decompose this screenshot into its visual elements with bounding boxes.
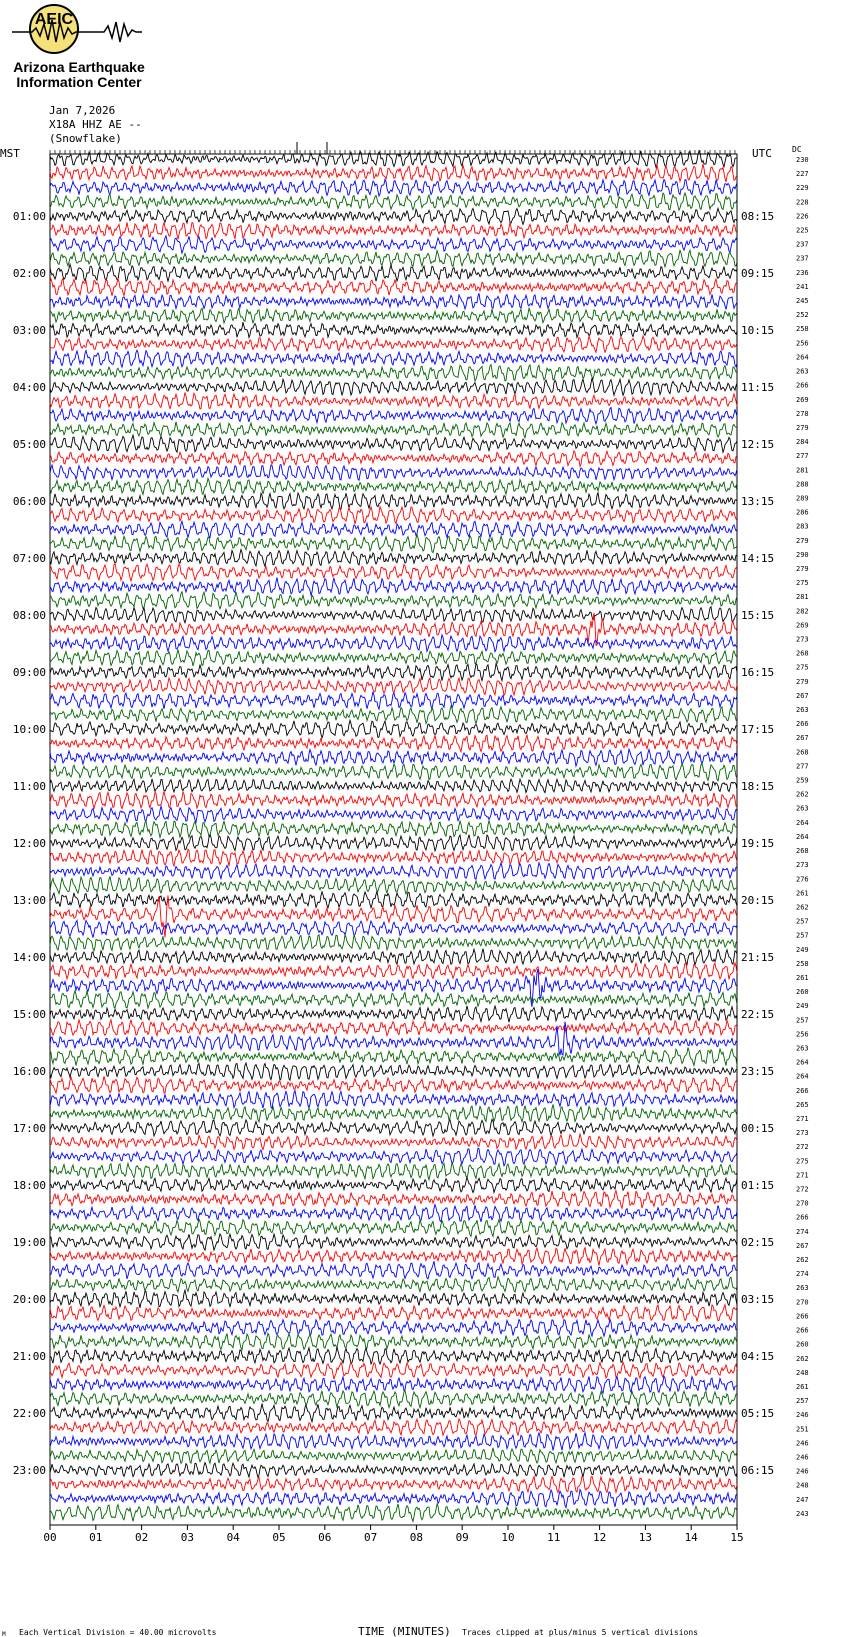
dc-offset-label: 279	[796, 677, 809, 686]
trace-row-48	[50, 835, 737, 851]
utc-hour-label: 14:15	[741, 552, 775, 565]
x-tick-label: 04	[226, 1531, 240, 1544]
dc-offset-label: 277	[796, 762, 809, 771]
trace-row-91	[50, 1448, 737, 1464]
mst-hour-label: 17:00	[12, 1122, 46, 1135]
trace-row-57	[50, 963, 737, 980]
trace-row-7	[50, 250, 737, 267]
trace-row-35	[50, 650, 737, 666]
dc-offset-label: 256	[796, 339, 809, 348]
x-axis-title: TIME (MINUTES)	[358, 1625, 451, 1637]
trace-row-1	[50, 164, 737, 182]
utc-hour-label: 03:15	[741, 1293, 775, 1306]
x-tick-label: 11	[547, 1531, 561, 1544]
trace-row-21	[50, 451, 737, 467]
trace-row-14	[50, 350, 737, 367]
trace-row-25	[50, 507, 737, 524]
scale-label: Each Vertical Division = 40.00 microvolts	[19, 1628, 217, 1637]
logo-acronym: AEIC	[34, 11, 74, 28]
dc-offset-label: 257	[796, 1016, 809, 1025]
dc-offset-label: 264	[796, 1058, 809, 1067]
header-date: Jan 7,2026	[49, 104, 116, 117]
utc-hour-label: 06:15	[741, 1464, 775, 1477]
dc-offset-label: 247	[796, 1495, 809, 1504]
trace-row-70	[50, 1148, 737, 1166]
dc-offset-label: 264	[796, 832, 809, 841]
mst-hour-label: 18:00	[12, 1179, 46, 1192]
trace-row-0	[50, 151, 737, 168]
dc-offset-label: 263	[796, 367, 809, 376]
clip-label: Traces clipped at plus/minus 5 vertical divisions	[462, 1628, 699, 1637]
dc-offset-label: 289	[796, 494, 809, 503]
utc-hour-label: 22:15	[741, 1008, 775, 1021]
mst-hour-label: 19:00	[12, 1236, 46, 1249]
trace-row-34	[50, 635, 737, 652]
trace-row-52	[50, 891, 737, 908]
header-location: (Snowflake)	[49, 132, 122, 145]
trace-row-44	[50, 779, 737, 793]
trace-row-26	[50, 521, 737, 537]
trace-row-54	[50, 920, 737, 937]
dc-offset-label: 259	[796, 776, 809, 785]
trace-row-71	[50, 1162, 737, 1180]
trace-row-67	[50, 1105, 737, 1122]
x-tick-label: 00	[43, 1531, 57, 1544]
x-tick-label: 05	[272, 1531, 286, 1544]
mst-hour-label: 15:00	[12, 1008, 46, 1021]
trace-row-88	[50, 1404, 737, 1422]
x-tick-label: 02	[134, 1531, 149, 1544]
dc-offset-label: 262	[796, 790, 809, 799]
dc-offset-label: 267	[796, 1241, 809, 1250]
trace-row-61	[50, 1020, 737, 1036]
dc-offset-label: 270	[796, 1298, 809, 1307]
dc-offset-label: 227	[796, 170, 809, 179]
dc-offset-label: 275	[796, 663, 809, 672]
trace-row-17	[50, 392, 737, 409]
x-tick-label: 07	[363, 1531, 378, 1544]
trace-row-95	[50, 1504, 737, 1521]
trace-row-3	[50, 193, 737, 210]
dc-offset-label: 273	[796, 1129, 809, 1138]
trace-row-15	[50, 365, 737, 382]
mst-hour-label: 20:00	[12, 1293, 46, 1306]
mst-hour-label: 10:00	[12, 723, 46, 736]
trace-row-82	[50, 1319, 737, 1336]
trace-row-37	[50, 678, 737, 695]
trace-row-80	[50, 1290, 737, 1308]
mst-hour-label: 22:00	[12, 1407, 46, 1420]
trace-row-92	[50, 1463, 737, 1478]
trace-row-10	[50, 293, 737, 309]
dc-offset-label: 257	[796, 917, 809, 926]
dc-offset-label: 266	[796, 1086, 809, 1095]
dc-offset-label: 237	[796, 254, 809, 263]
dc-offset-label: 264	[796, 353, 809, 362]
trace-row-11	[50, 308, 737, 323]
utc-hour-label: 23:15	[741, 1065, 775, 1078]
dc-offset-label: 262	[796, 903, 809, 912]
x-tick-label: 10	[501, 1531, 515, 1544]
mst-hour-label: 23:00	[12, 1464, 46, 1477]
dc-offset-label: 263	[796, 1044, 809, 1053]
mst-hour-label: 16:00	[12, 1065, 46, 1078]
dc-offset-label: 267	[796, 734, 809, 743]
dc-offset-label: 264	[796, 1072, 809, 1081]
mst-hour-label: 14:00	[12, 951, 46, 964]
dc-offset-label: 266	[796, 1213, 809, 1222]
mst-hour-label: 01:00	[12, 210, 46, 223]
dc-offset-label: 263	[796, 804, 809, 813]
trace-row-85	[50, 1362, 737, 1379]
x-tick-label: 15	[730, 1531, 744, 1544]
utc-hour-label: 13:15	[741, 495, 775, 508]
trace-row-72	[50, 1177, 737, 1192]
dc-offset-label: 252	[796, 311, 809, 320]
dc-offset-label: 275	[796, 579, 809, 588]
dc-offset-label: 269	[796, 621, 809, 630]
trace-row-50	[50, 863, 737, 879]
dc-offset-label: 260	[796, 1340, 809, 1349]
utc-hour-label: 02:15	[741, 1236, 775, 1249]
dc-offset-label: 271	[796, 1115, 809, 1124]
mst-hour-label: 21:00	[12, 1350, 46, 1363]
dc-offset-label: 279	[796, 564, 809, 573]
x-tick-label: 13	[638, 1531, 653, 1544]
dc-offset-label: 241	[796, 282, 809, 291]
dc-offset-label: 257	[796, 931, 809, 940]
dc-offset-label: 251	[796, 1425, 809, 1434]
trace-row-90	[50, 1433, 737, 1451]
utc-hour-label: 00:15	[741, 1122, 775, 1135]
dc-offset-label: 230	[796, 156, 809, 164]
trace-row-29	[50, 564, 737, 581]
utc-hour-label: 10:15	[741, 324, 775, 337]
dc-offset-label: 279	[796, 536, 809, 545]
trace-row-12	[50, 322, 737, 337]
dc-title: DC	[792, 145, 802, 154]
trace-row-87	[50, 1391, 737, 1408]
trace-row-51	[50, 876, 737, 894]
dc-offset-label: 268	[796, 649, 809, 658]
utc-hour-label: 05:15	[741, 1407, 775, 1420]
utc-hour-label: 20:15	[741, 894, 775, 907]
utc-hour-label: 09:15	[741, 267, 775, 280]
trace-row-8	[50, 264, 737, 281]
trace-row-24	[50, 493, 737, 509]
dc-offset-label: 271	[796, 1171, 809, 1180]
trace-row-20	[50, 435, 737, 453]
trace-row-13	[50, 336, 737, 352]
dc-offset-label: 288	[796, 480, 809, 489]
trace-row-73	[50, 1191, 737, 1209]
dc-offset-label: 270	[796, 1199, 809, 1208]
trace-row-60	[50, 1006, 737, 1022]
x-tick-label: 12	[592, 1531, 607, 1544]
logo-name-line2: Information Center	[16, 74, 142, 90]
trace-row-45	[50, 791, 737, 808]
dc-offset-label: 263	[796, 706, 809, 715]
dc-offset-label: 229	[796, 184, 809, 193]
mst-hour-label: 12:00	[12, 837, 46, 850]
trace-row-76	[50, 1234, 737, 1250]
dc-offset-label: 266	[796, 1312, 809, 1321]
trace-row-78	[50, 1261, 737, 1279]
dc-offset-label: 266	[796, 1326, 809, 1335]
dc-offset-label: 257	[796, 1397, 809, 1406]
utc-hour-label: 18:15	[741, 780, 775, 793]
trace-row-49	[50, 849, 737, 866]
utc-hour-label: 15:15	[741, 609, 775, 622]
dc-offset-label: 268	[796, 748, 809, 757]
mst-hour-label: 07:00	[12, 552, 46, 565]
utc-hour-label: 08:15	[741, 210, 775, 223]
dc-offset-label: 274	[796, 1270, 809, 1279]
utc-hour-label: 19:15	[741, 837, 775, 850]
corner-mark: M	[2, 1631, 6, 1637]
trace-row-65	[50, 1076, 737, 1093]
dc-offset-label: 249	[796, 945, 809, 954]
trace-row-32	[50, 607, 737, 623]
dc-offset-label: 286	[796, 508, 809, 517]
trace-row-53	[50, 895, 737, 937]
dc-offset-label: 258	[796, 959, 809, 968]
dc-offset-label: 273	[796, 635, 809, 644]
trace-row-22	[50, 465, 737, 481]
dc-offset-label: 273	[796, 861, 809, 870]
dc-offset-label: 249	[796, 1002, 809, 1011]
dc-offset-label: 279	[796, 423, 809, 432]
trace-row-66	[50, 1091, 737, 1109]
trace-row-81	[50, 1305, 737, 1321]
dc-offset-label: 275	[796, 1157, 809, 1166]
dc-offset-label: 262	[796, 1354, 809, 1363]
trace-row-23	[50, 478, 737, 494]
trace-row-6	[50, 236, 737, 253]
utc-hour-label: 01:15	[741, 1179, 775, 1192]
dc-offset-label: 236	[796, 268, 809, 277]
mst-hour-label: 05:00	[12, 438, 46, 451]
mst-hour-label: 06:00	[12, 495, 46, 508]
dc-offset-label: 245	[796, 297, 809, 306]
trace-row-9	[50, 279, 737, 296]
dc-offset-label: 228	[796, 198, 809, 207]
dc-offset-label: 225	[796, 226, 809, 235]
trace-row-27	[50, 535, 737, 553]
x-tick-label: 08	[409, 1531, 424, 1544]
trace-row-43	[50, 764, 737, 781]
trace-row-74	[50, 1205, 737, 1222]
dc-offset-label: 256	[796, 1030, 809, 1039]
dc-offset-label: 248	[796, 1368, 809, 1377]
trace-row-77	[50, 1248, 737, 1266]
dc-offset-label: 246	[796, 1467, 809, 1476]
dc-offset-label: 226	[796, 212, 809, 221]
trace-row-89	[50, 1419, 737, 1435]
trace-row-46	[50, 806, 737, 822]
mst-hour-label: 13:00	[12, 894, 46, 907]
dc-offset-label: 260	[796, 988, 809, 997]
header-station: X18A HHZ AE --	[49, 118, 142, 131]
trace-row-86	[50, 1376, 737, 1393]
dc-offset-label: 246	[796, 1411, 809, 1420]
trace-row-31	[50, 592, 737, 609]
dc-offset-label: 283	[796, 522, 809, 531]
dc-offset-label: 262	[796, 1256, 809, 1265]
x-tick-label: 06	[318, 1531, 332, 1544]
dc-offset-label: 282	[796, 607, 809, 616]
utc-hour-label: 04:15	[741, 1350, 775, 1363]
dc-offset-label: 264	[796, 818, 809, 827]
trace-row-19	[50, 422, 737, 438]
mst-hour-label: 04:00	[12, 381, 46, 394]
dc-offset-label: 274	[796, 1227, 809, 1236]
x-tick-label: 14	[684, 1531, 698, 1544]
trace-row-64	[50, 1063, 737, 1080]
trace-row-18	[50, 408, 737, 424]
utc-hour-label: 17:15	[741, 723, 775, 736]
trace-row-83	[50, 1333, 737, 1350]
dc-offset-label: 246	[796, 1439, 809, 1448]
dc-offset-label: 276	[796, 875, 809, 884]
right-axis-title: UTC	[752, 147, 772, 160]
utc-hour-label: 21:15	[741, 951, 775, 964]
x-tick-label: 09	[455, 1531, 469, 1544]
mst-hour-label: 09:00	[12, 666, 46, 679]
dc-offset-label: 266	[796, 381, 809, 390]
mst-hour-label: 08:00	[12, 609, 46, 622]
dc-offset-label: 277	[796, 452, 809, 461]
dc-offset-label: 248	[796, 1481, 809, 1490]
utc-hour-label: 11:15	[741, 381, 775, 394]
trace-row-36	[50, 664, 737, 681]
dc-offset-label: 265	[796, 1100, 809, 1109]
dc-offset-label: 243	[796, 1509, 809, 1518]
dc-offset-label: 272	[796, 1185, 809, 1194]
trace-row-63	[50, 1048, 737, 1066]
utc-hour-label: 12:15	[741, 438, 775, 451]
trace-row-59	[50, 991, 737, 1009]
trace-row-55	[50, 935, 737, 951]
dc-offset-label: 268	[796, 847, 809, 856]
utc-hour-label: 16:15	[741, 666, 775, 679]
left-axis-title: MST	[0, 147, 20, 160]
trace-row-68	[50, 1119, 737, 1136]
trace-row-16	[50, 378, 737, 395]
dc-offset-label: 263	[796, 1284, 809, 1293]
dc-offset-label: 261	[796, 1382, 809, 1391]
logo-name-line1: Arizona Earthquake	[13, 59, 145, 75]
dc-offset-label: 261	[796, 889, 809, 898]
trace-row-75	[50, 1219, 737, 1236]
dc-offset-label: 261	[796, 973, 809, 982]
dc-offset-label: 266	[796, 720, 809, 729]
dc-offset-label: 281	[796, 466, 809, 475]
trace-row-56	[50, 949, 737, 965]
mst-hour-label: 11:00	[12, 780, 46, 793]
trace-row-28	[50, 550, 737, 567]
dc-offset-label: 278	[796, 409, 809, 418]
trace-row-94	[50, 1490, 737, 1508]
dc-offset-label: 272	[796, 1143, 809, 1152]
x-tick-label: 01	[89, 1531, 103, 1544]
mst-hour-label: 03:00	[12, 324, 46, 337]
dc-offset-label: 246	[796, 1453, 809, 1462]
mst-hour-label: 02:00	[12, 267, 46, 280]
trace-row-41	[50, 735, 737, 752]
dc-offset-label: 258	[796, 325, 809, 334]
trace-row-69	[50, 1134, 737, 1150]
dc-offset-label: 281	[796, 593, 809, 602]
trace-row-93	[50, 1476, 737, 1492]
trace-row-84	[50, 1347, 737, 1364]
dc-offset-label: 267	[796, 691, 809, 700]
dc-offset-label: 284	[796, 438, 809, 447]
dc-offset-label: 269	[796, 395, 809, 404]
dc-offset-label: 290	[796, 550, 809, 559]
trace-row-79	[50, 1277, 737, 1292]
dc-offset-label: 237	[796, 240, 809, 249]
trace-row-40	[50, 720, 737, 738]
trace-row-2	[50, 180, 737, 197]
x-tick-label: 03	[180, 1531, 195, 1544]
trace-row-39	[50, 706, 737, 723]
trace-row-38	[50, 692, 737, 709]
trace-row-4	[50, 208, 737, 224]
trace-row-47	[50, 821, 737, 838]
trace-row-42	[50, 749, 737, 766]
